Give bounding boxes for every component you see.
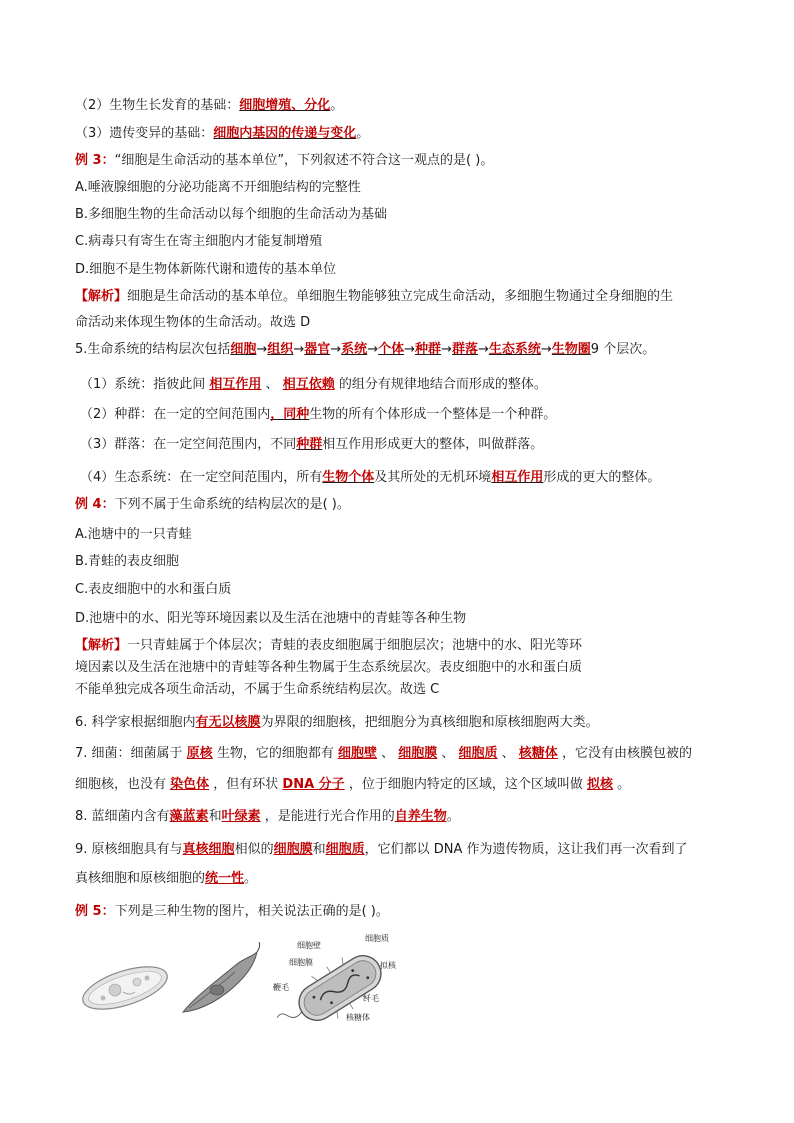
label-cell-wall: 细胞壁 [297,941,321,950]
p1-line [75,96,343,116]
item-9-text: 真核细胞和原核细胞的 [75,871,206,886]
item-7-prefix: 7. 细菌：细菌属于 [75,746,187,761]
example-4-analysis-1 [75,636,582,656]
item-7-line-2 [75,775,630,795]
system-suffix: 的组分有规律地结合而形成的整体。 [334,377,547,392]
answer-chromosome: 染色体 [170,777,210,792]
level-ecosystem: 生态系统 [488,342,541,357]
arrow: → [256,342,268,357]
hierarchy-suffix: 9 个层次。 [590,342,656,357]
example-3-option-a: A.唾液腺细胞的分泌功能离不开细胞结构的完整性 [75,180,361,195]
example-4-option-d: D.池塘中的水、阳光等环境因素以及生活在池塘中的青蛙等各种生物 [75,611,467,626]
p2-prefix: （3）遗传变异的基础： [75,126,214,141]
label-pilus: 纤毛 [363,994,379,1003]
analysis-3-text-1: 细胞是生命活动的基本单位。单细胞生物能够独立完成生命活动，多细胞生物通过全身细胞的生 [127,289,674,304]
population-definition [80,405,556,425]
example-4-option-a: A.池塘中的一只青蛙 [75,527,192,542]
population-answer: ，同种 [270,407,310,422]
answer-unity: 统一性 [205,871,245,886]
answer-cytoplasm: 细胞质 [325,842,365,857]
p2-line [75,124,369,144]
p1-suffix: 。 [330,98,344,113]
item-7-text: 。 [612,777,631,792]
paramecium-image [77,948,172,1028]
ecosystem-prefix: （4）生态系统：在一定空间范围内，所有 [80,470,323,485]
answer-autotroph: 自养生物 [394,809,447,824]
label-flagellum: 鞭毛 [273,983,289,992]
answer-chlorophyll: 叶绿素 [221,809,261,824]
answer-membrane: 细胞膜 [273,842,313,857]
example-3-option-b: B.多细胞生物的生命活动以每个细胞的生命活动为基础 [75,207,388,222]
example-5-question [75,902,389,922]
system-mid: 、 [261,377,283,392]
system-answer-2: 相互依赖 [282,377,335,392]
level-individual: 个体 [378,342,405,357]
item-9-prefix: 9. 原核细胞具有与 [75,842,183,857]
ecosystem-suffix: 形成的更大的整体。 [543,470,661,485]
separator: 、 [376,746,399,761]
item-8-and: 和 [208,809,222,824]
analysis-4-text-1: 一只青蛙属于个体层次；青蛙的表皮细胞属于细胞层次；池塘中的水、阳光等环 [127,638,583,653]
example-3-label: 例 3： [75,153,115,168]
ecosystem-definition [80,468,660,488]
example-4-analysis-2: 境因素以及生活在池塘中的青蛙等各种生物属于生态系统层次。表皮细胞中的水和蛋白质 [75,660,583,675]
community-definition [80,435,543,455]
level-biosphere: 生物圈 [551,342,591,357]
example-4-label: 例 4： [75,497,115,512]
example-3-question [75,151,493,171]
example-5-label: 例 5： [75,904,115,919]
item-9-text: 相似的 [234,842,274,857]
example-4-text: 下列不属于生命系统的结构层次的是( )。 [114,497,350,512]
example-5-text: 下列是三种生物的图片，相关说法正确的是( )。 [114,904,389,919]
example-4-question [75,495,350,515]
level-community: 群落 [451,342,478,357]
p1-prefix: （2）生物生长发育的基础： [75,98,240,113]
organism-figure [75,930,405,1030]
arrow: → [404,342,416,357]
system-answer-1: 相互作用 [209,377,262,392]
item-7-text: ，位于细胞内特定的区域，这个区域叫做 [344,777,587,792]
item-6-answer: 有无以核膜 [195,715,261,730]
example-4-analysis-3: 不能单独完成各项生命活动，不属于生命系统结构层次。故选 C [75,682,440,697]
hierarchy-prefix: 5.生命系统的结构层次包括 [75,342,231,357]
level-population: 种群 [415,342,442,357]
analysis-label: 【解析】 [75,289,128,304]
item-9-text: 。 [244,871,258,886]
example-4-option-c: C.表皮细胞中的水和蛋白质 [75,582,232,597]
answer-phycocyanin: 藻蓝素 [169,809,209,824]
separator: 、 [497,746,519,761]
example-3-option-c: C.病毒只有寄生在寄主细胞内才能复制增殖 [75,234,323,249]
label-nucleoid: 拟核 [380,961,396,970]
ecosystem-answer-2: 相互作用 [491,470,544,485]
level-system: 系统 [341,342,368,357]
ecosystem-mid: 及其所处的无机环境 [374,470,492,485]
item-7-text: 生物，它的细胞都有 [212,746,338,761]
level-organ: 器官 [304,342,331,357]
system-definition [80,375,547,395]
population-prefix: （2）种群：在一定的空间范围内 [80,407,271,422]
system-prefix: （1）系统：指彼此间 [80,377,210,392]
example-3-text: “细胞是生命活动的基本单位”，下列叙述不符合这一观点的是( )。 [114,153,494,168]
separator: 、 [437,746,459,761]
example-4-option-b: B.青蛙的表皮细胞 [75,554,180,569]
arrow: → [367,342,379,357]
answer-prokaryote: 原核 [186,746,213,761]
answer-cell-membrane: 细胞膜 [398,746,438,761]
answer-ribosome: 核糖体 [518,746,558,761]
item-9-line-1 [75,840,688,860]
item-6-prefix: 6. 科学家根据细胞内 [75,715,196,730]
arrow: → [441,342,452,357]
item-7-line-1 [75,744,692,764]
example-3-analysis-2: 命活动来体现生物体的生命活动。故选 D [75,315,311,330]
label-ribosome: 核糖体 [346,1013,370,1022]
community-answer: 种群 [296,437,323,452]
community-suffix: 相互作用形成更大的整体，叫做群落。 [322,437,544,452]
p2-answer: 细胞内基因的传递与变化 [213,126,357,141]
item-8 [75,807,460,827]
example-3-analysis-1 [75,287,673,307]
item-9-text: ，它们都以 DNA 作为遗传物质，这让我们再一次看到了 [364,842,688,857]
item-6-suffix: 为界限的细胞核，把细胞分为真核细胞和原核细胞两大类。 [260,715,599,730]
answer-dna: DNA 分子 [282,777,345,792]
hierarchy-line [75,340,655,360]
answer-nucleoid: 拟核 [586,777,613,792]
community-prefix: （3）群落：在一定空间范围内，不同 [80,437,297,452]
answer-cytoplasm: 细胞质 [458,746,498,761]
item-9-line-2 [75,869,257,889]
level-tissue: 组织 [267,342,294,357]
bacterium-image [265,930,405,1030]
item-6 [75,713,599,733]
answer-cell-wall: 细胞壁 [337,746,377,761]
item-7-text: ，它没有由核膜包被的 [557,746,692,761]
arrow: → [540,342,552,357]
item-8-text: ，是能进行光合作用的 [260,809,395,824]
item-7-text: 细胞核，也没有 [75,777,171,792]
item-7-text: ，但有环状 [209,777,283,792]
item-9-text: 和 [312,842,326,857]
label-cytoplasm: 细胞质 [365,934,389,943]
example-3-option-d: D.细胞不是生物体新陈代谢和遗传的基本单位 [75,262,337,277]
euglena-image [175,942,265,1027]
population-suffix: 生物的所有个体形成一个整体是一个种群。 [309,407,557,422]
p2-suffix: 。 [356,126,370,141]
arrow: → [477,342,489,357]
item-8-prefix: 8. 蓝细菌内含有 [75,809,170,824]
ecosystem-answer-1: 生物个体 [322,470,375,485]
arrow: → [330,342,342,357]
answer-eukaryote: 真核细胞 [182,842,235,857]
item-8-suffix: 。 [446,809,460,824]
p1-answer: 细胞增殖、分化 [239,98,331,113]
level-cell: 细胞 [230,342,257,357]
label-cell-membrane: 细胞膜 [289,958,313,967]
arrow: → [293,342,305,357]
analysis-label: 【解析】 [75,638,128,653]
